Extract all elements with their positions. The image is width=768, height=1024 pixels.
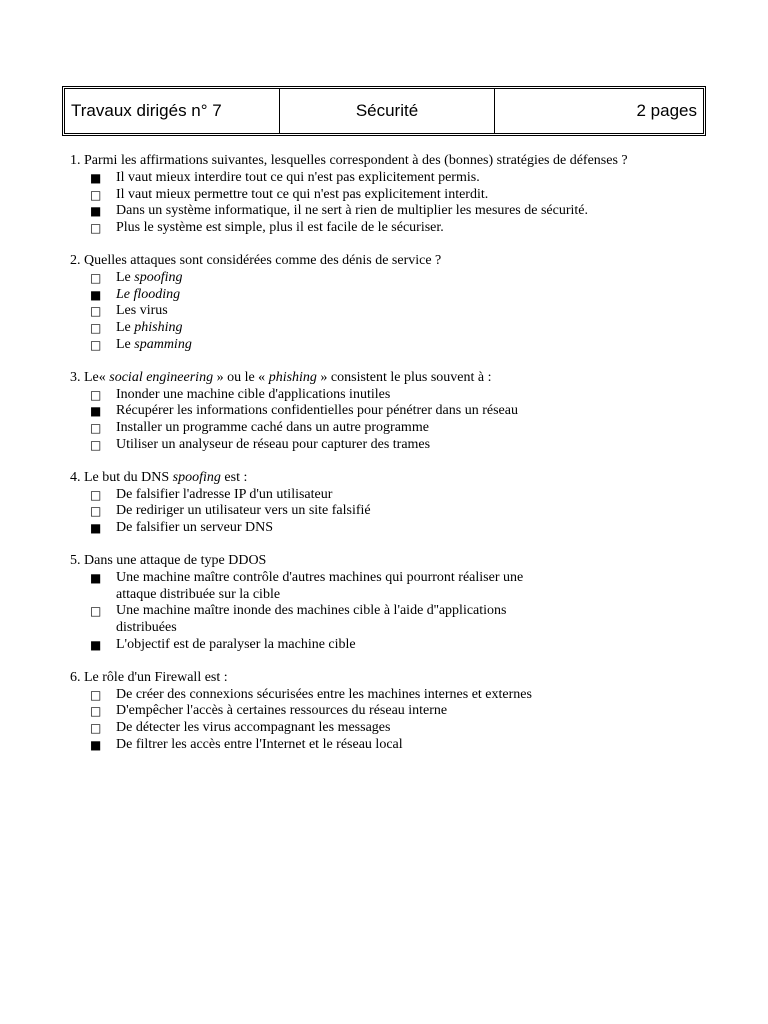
option-text: De rediriger un utilisateur vers un site falsifié	[116, 503, 371, 519]
option[interactable]	[70, 203, 710, 220]
option-text: Une machine maître contrôle d'autres machines qui pourront réaliser une attaque distribuée sur la cible	[116, 569, 524, 602]
option[interactable]	[70, 520, 710, 537]
checkbox-icon[interactable]: □	[90, 421, 102, 436]
option[interactable]	[70, 170, 710, 187]
option-text: De falsifier l'adresse IP d'un utilisateur	[116, 486, 333, 502]
header-table	[62, 86, 706, 136]
checkbox-icon[interactable]: □	[90, 187, 102, 202]
checkbox-icon[interactable]: □	[90, 387, 102, 402]
checkbox-icon[interactable]: □	[90, 604, 102, 619]
option-text: D'empêcher l'accès à certaines ressources du réseau interne	[116, 703, 448, 719]
checkbox-icon[interactable]: □	[90, 687, 102, 702]
option-text: De falsifier un serveur DNS	[116, 520, 274, 536]
checkbox-icon[interactable]: □	[90, 270, 102, 285]
checked-box-icon[interactable]: ■	[90, 637, 102, 652]
option[interactable]	[70, 220, 710, 237]
option-text: De détecter les virus accompagnant les messages	[116, 720, 391, 736]
option-text: Plus le système est simple, plus il est facile de le sécuriser.	[116, 220, 444, 236]
checkbox-icon[interactable]: □	[90, 721, 102, 736]
option[interactable]	[70, 637, 710, 654]
option[interactable]	[70, 403, 710, 420]
checkbox-icon[interactable]: □	[90, 487, 102, 502]
option[interactable]	[70, 270, 710, 287]
header-subject: Sécurité	[280, 89, 495, 133]
option-text: Le phishing	[116, 320, 183, 336]
checked-box-icon[interactable]: ■	[90, 521, 102, 536]
checked-box-icon[interactable]: ■	[90, 737, 102, 752]
option-text: Installer un programme caché dans un autre programme	[116, 420, 429, 436]
checkbox-icon[interactable]: □	[90, 504, 102, 519]
option-text: Utiliser un analyseur de réseau pour capturer des trames	[116, 436, 431, 452]
option[interactable]	[70, 737, 710, 754]
checked-box-icon[interactable]: ■	[90, 287, 102, 302]
option[interactable]	[70, 287, 710, 304]
option[interactable]	[70, 503, 710, 520]
question-text: 4. Le but du DNS spoofing est :	[70, 469, 248, 485]
option[interactable]	[70, 720, 710, 737]
header-pages: 2 pages	[636, 101, 697, 120]
option[interactable]	[70, 703, 710, 720]
checked-box-icon[interactable]: ■	[90, 404, 102, 419]
option-text: Dans un système informatique, il ne sert à rien de multiplier les mesures de sécurité.	[116, 203, 588, 219]
option[interactable]	[70, 687, 710, 704]
checked-box-icon[interactable]: ■	[90, 204, 102, 219]
checked-box-icon[interactable]: ■	[90, 170, 102, 185]
checkbox-icon[interactable]: □	[90, 304, 102, 319]
question-text: 3. Le« social engineering » ou le « phishing » consistent le plus souvent à :	[70, 369, 492, 385]
option[interactable]	[70, 487, 710, 504]
option[interactable]	[70, 420, 710, 437]
option-text: Inonder une machine cible d'applications inutiles	[116, 386, 391, 402]
option-text: De créer des connexions sécurisées entre les machines internes et externes	[116, 686, 532, 702]
checkbox-icon[interactable]: □	[90, 437, 102, 452]
question-text: 1. Parmi les affirmations suivantes, lesquelles correspondent à des (bonnes) stratégies de défenses ?	[70, 153, 628, 168]
option[interactable]	[70, 570, 710, 604]
question-text: 5. Dans une attaque de type DDOS	[70, 552, 267, 568]
option[interactable]	[70, 337, 710, 354]
option-text: De filtrer les accès entre l'Internet et le réseau local	[116, 736, 403, 752]
question-5	[70, 553, 710, 654]
option-text: Les virus	[116, 303, 168, 319]
option[interactable]	[70, 387, 710, 404]
checkbox-icon[interactable]: □	[90, 221, 102, 236]
option[interactable]	[70, 603, 710, 637]
header-title: Travaux dirigés n° 7	[65, 89, 280, 133]
checkbox-icon[interactable]: □	[90, 337, 102, 352]
option[interactable]	[70, 303, 710, 320]
option[interactable]	[70, 187, 710, 204]
option-text: L'objectif est de paralyser la machine cible	[116, 636, 356, 652]
question-text: 2. Quelles attaques sont considérées comme des dénis de service ?	[70, 252, 442, 268]
option-text: Il vaut mieux interdire tout ce qui n'est pas explicitement permis.	[116, 169, 480, 185]
question-1	[70, 153, 710, 237]
question-2	[70, 253, 710, 354]
option-text: Le spoofing	[116, 269, 183, 285]
checkbox-icon[interactable]: □	[90, 321, 102, 336]
option[interactable]	[70, 437, 710, 454]
option-text: Récupérer les informations confidentielles pour pénétrer dans un réseau	[116, 403, 518, 419]
checked-box-icon[interactable]: ■	[90, 570, 102, 585]
option-text: Le flooding	[116, 286, 181, 302]
question-3	[70, 370, 710, 454]
questionnaire	[70, 153, 710, 770]
question-4	[70, 470, 710, 537]
question-text: 6. Le rôle d'un Firewall est :	[70, 669, 228, 685]
option-text: Une machine maître inonde des machines cible à l'aide d''applications distribuées	[116, 603, 507, 636]
checkbox-icon[interactable]: □	[90, 704, 102, 719]
option-text: Le spamming	[116, 336, 192, 352]
question-6	[70, 670, 710, 754]
option[interactable]	[70, 320, 710, 337]
option-text: Il vaut mieux permettre tout ce qui n'est pas explicitement interdit.	[116, 186, 489, 202]
